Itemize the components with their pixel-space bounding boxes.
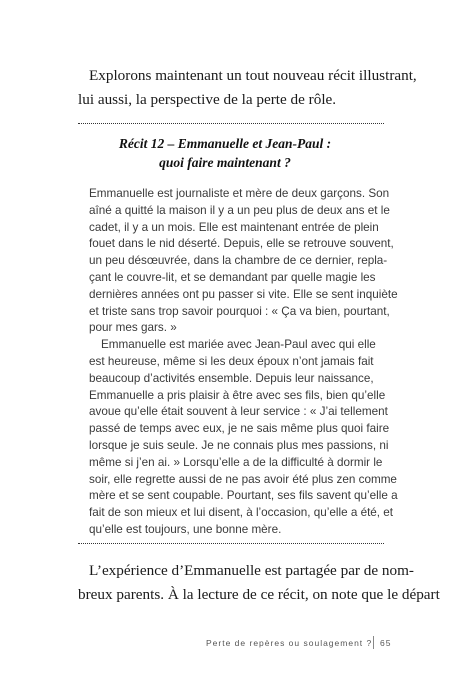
story-line: dernières années ont pu passer si vite. Elle se sent inquiète xyxy=(89,288,398,301)
story-line: soir, elle regrette aussi de ne pas avoir été plus zen comme xyxy=(89,473,397,486)
intro-line: Explorons maintenant un tout nouveau récit illustrant, xyxy=(89,67,417,84)
story-line: lorsque je suis seule. Je ne connais plus mes passions, ni xyxy=(89,439,389,452)
story-line: est heureuse, même si les deux époux n’ont jamais fait xyxy=(89,355,374,368)
bottom-dotted-rule xyxy=(78,543,384,544)
story-line: fait de son mieux et lui disent, à l’occasion, qu’elle a été, et xyxy=(89,506,394,519)
story-line: mère et se sent coupable. Pourtant, ses fils savent qu’elle a xyxy=(89,489,398,502)
story-line: un peu désœuvrée, dans la chambre de ce dernier, repla- xyxy=(89,254,388,267)
outro-line: L’expérience d’Emmanuelle est partagée par de nom- xyxy=(89,562,414,579)
story-line: cadet, il y a un mois. Elle est maintenant entrée de plein xyxy=(89,221,379,234)
story-line: Emmanuelle a pris plaisir à être avec ses fils, bien qu’elle xyxy=(89,389,386,402)
story-line: Emmanuelle est mariée avec Jean-Paul avec qui elle xyxy=(101,338,376,351)
story-line: aîné a quitté la maison il y a un peu plus de deux ans et le xyxy=(89,204,390,217)
outro-line: breux parents. À la lecture de ce récit, on note que le départ xyxy=(78,586,440,603)
story-line: avoue qu’elle était souvent à leur service : « J’ai tellement xyxy=(89,405,388,418)
story-line: fouet dans le nid déserté. Depuis, elle se retrouve souvent, xyxy=(89,237,394,250)
intro-line: lui aussi, la perspective de la perte de rôle. xyxy=(78,91,337,108)
top-dotted-rule xyxy=(78,123,384,124)
story-line: passé de temps avec eux, je ne sais même plus quoi faire xyxy=(89,422,390,435)
running-title: Perte de repères ou soulagement ? xyxy=(206,638,373,648)
story-line: Emmanuelle est journaliste et mère de deux garçons. Son xyxy=(89,187,390,200)
footer-separator xyxy=(373,636,374,649)
story-line: çant le couvre-lit, et se demandant par quelle magie les xyxy=(89,271,376,284)
story-line: qu’elle est toujours, une bonne mère. xyxy=(89,523,282,536)
story-title-line2: quoi faire maintenant ? xyxy=(159,155,291,170)
story-line: même si j’en ai. » Lorsqu’elle a de la difficulté à dormir le xyxy=(89,456,383,469)
story-line: pour mes gars. » xyxy=(89,321,177,334)
story-title-line1: Récit 12 – Emmanuelle et Jean-Paul : xyxy=(118,136,332,151)
story-line: beaucoup d’activités ensemble. Depuis leur naissance, xyxy=(89,372,374,385)
story-line: et triste sans trop savoir pourquoi : « Ça va bien, pourtant, xyxy=(89,305,390,318)
page-number: 65 xyxy=(380,638,392,648)
